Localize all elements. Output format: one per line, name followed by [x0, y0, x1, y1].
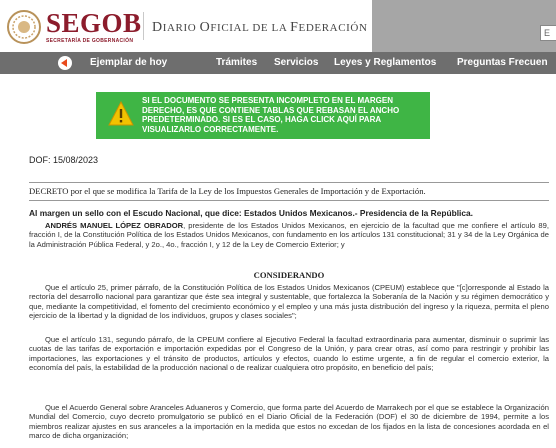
paragraph-2: Que el artículo 131, segundo párrafo, de la CPEUM confiere al Ejecutivo Federal la facultad extraordinaria para aumentar, disminuir o suprimir las cuotas de las tarifas de exportación e importación expedidas por el Congreso de la Unión, y para crear otras, así como para restringir y prohibir las importaciones, las exportaciones y el tránsito de productos, artículos y efectos, cuando lo estime urgente, a fin de regular el comercio exterior, la economía del país, la estabilidad de la producción nacional o de realizar cualquiera otro propósito, en beneficio del país; [29, 335, 549, 373]
intro-paragraph [29, 221, 549, 249]
incomplete-document-alert[interactable] [96, 92, 430, 139]
logo-divider [143, 12, 144, 40]
logo-name: SEGOB [46, 8, 142, 38]
back-arrow-icon[interactable] [58, 56, 72, 70]
title-bottom-divider [29, 200, 549, 201]
site-title-initial-o: O [199, 20, 211, 35]
paragraph-1: Que el artículo 25, primer párrafo, de la Constitución Política de los Estados Unidos Mexicanos (CPEUM) establece que "[c]orresponde al Estado la rectoría del desarrollo nacional para garantizar que éste sea integral y sustentable, que fortalezca la Soberanía de la Nación y su régimen democrático y que, mediante la competitividad, el fomento del crecimiento económico y el empleo y una más justa distribución del ingreso y la riqueza, permita el pleno ejercicio de la libertad y la dignidad de los individuos, grupos y clases sociales"; [29, 283, 549, 321]
segob-emblem-icon[interactable] [6, 9, 42, 45]
segob-logo[interactable] [46, 10, 142, 44]
site-title-part-3: EDERACIÓN [298, 22, 368, 34]
title-top-divider [29, 182, 549, 183]
nav-item-preguntas[interactable]: Preguntas Frecuen [457, 57, 548, 68]
nav-item-servicios[interactable]: Servicios [274, 57, 319, 68]
considerando-heading: CONSIDERANDO [253, 270, 325, 280]
header-search-area [372, 0, 556, 52]
site-title[interactable] [152, 20, 368, 36]
nav-item-ejemplar[interactable]: Ejemplar de hoy [90, 57, 168, 68]
main-navbar [0, 52, 556, 74]
logo-subtitle: SECRETARÍA DE GOBERNACIÓN [46, 38, 134, 44]
decree-title: DECRETO por el que se modifica la Tarifa de la Ley de los Impuestos Generales de Importación y de Exportación. [29, 186, 426, 196]
nav-item-tramites[interactable]: Trámites [216, 57, 258, 68]
warning-icon [108, 101, 134, 127]
president-name: ANDRÉS MANUEL LÓPEZ OBRADOR [45, 221, 184, 230]
paragraph-3: Que el Acuerdo General sobre Aranceles Aduaneros y Comercio, que forma parte del Acuerdo de Marrakech por el que se establece la Organización Mundial del Comercio, cuyo decreto promulgatorio se publicó en el Diario Oficial de la Federación (DOF) el 30 de diciembre de 1994, permite a los miembros realizar ajustes en sus aranceles a la importación en la medida que estos no excedan de los fijados en la lista de concesiones acordada en el marco de dicha organización; [29, 403, 549, 441]
site-title-part-2: FICIAL DE LA [210, 22, 291, 34]
site-title-part-1: IARIO [162, 22, 200, 34]
site-title-initial-d: D [152, 20, 163, 35]
intro-text: , presidente de los Estados Unidos Mexicanos, en ejercicio de la facultad que me confiere el artículo 89, fracción I, de la Constitución Política de los Estados Unidos Mexicanos, con fundamento en los artículos 131 constitucional; 31 y 34 de la Ley Orgánica de la Administración Pública Federal, y 2o., 4o., fracción I, y 12 de la Ley de Comercio Exterior; y [29, 221, 549, 249]
nav-item-leyes[interactable]: Leyes y Reglamentos [334, 57, 437, 68]
site-title-initial-f: F [290, 20, 299, 35]
margin-note: Al margen un sello con el Escudo Nacional, que dice: Estados Unidos Mexicanos.- Presidencia de la República. [29, 208, 473, 218]
site-header [0, 0, 556, 52]
search-input[interactable]: E [540, 25, 556, 41]
publication-date: DOF: 15/08/2023 [29, 155, 99, 165]
alert-message[interactable]: SI EL DOCUMENTO SE PRESENTA INCOMPLETO EN EL MARGEN DERECHO, ES QUE CONTIENE TABLAS QUE REBASAN EL ANCHO PREDETERMINADO. SI ES EL CASO, HAGA CLICK AQUÍ PARA VISUALIZARLO CORRECTAMENTE. [142, 96, 400, 134]
